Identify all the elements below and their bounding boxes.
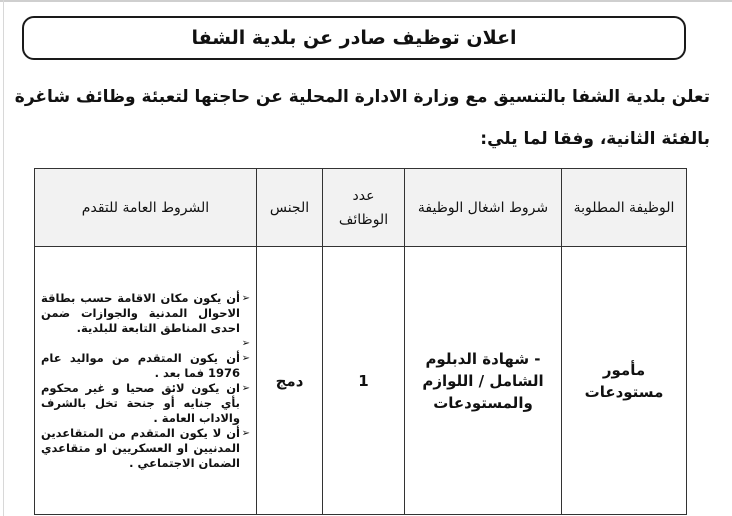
intro-line-1: تعلن بلدية الشفا بالتنسيق مع وزارة الادارة المحلية عن حاجتها لتعبئة وظائف شاغرة <box>14 87 710 107</box>
condition-item <box>41 426 250 471</box>
announcement-title <box>22 16 686 60</box>
page-edge-top <box>0 0 732 2</box>
table-header-row <box>35 169 687 247</box>
arrow-bullet-icon: ➢ <box>241 292 250 304</box>
job-requirements-cell: - شهادة الدبلوم الشامل / اللوازم والمستودعات <box>405 247 562 515</box>
arrow-bullet-icon: ➢ <box>241 427 250 439</box>
condition-item <box>41 351 250 381</box>
header-gender: الجنس <box>257 169 323 247</box>
condition-text: ان يكون لائق صحيا و غير محكوم بأي جنايه أو جنحة تخل بالشرف والاداب العامة . <box>41 380 240 425</box>
arrow-bullet-icon: ➢ <box>241 382 250 394</box>
condition-text: أن لا يكون المتقدم من المتقاعدين المدنيين او العسكريين او متقاعدي الضمان الاجتماعي . <box>41 425 240 470</box>
arrow-bullet-icon: ➢ <box>241 337 250 349</box>
header-job: الوظيفة المطلوبة <box>562 169 687 247</box>
condition-item <box>41 291 250 336</box>
header-count: عدد الوظائف <box>323 169 405 247</box>
condition-text: أن يكون المتقدم من مواليد عام 1976 فما بعد . <box>41 350 240 380</box>
conditions-list <box>41 291 250 471</box>
intro-line-2: بالفئة الثانية، وفقا لما يلي: <box>480 129 710 149</box>
job-gender-cell: دمج <box>257 247 323 515</box>
jobs-table <box>34 168 687 515</box>
general-conditions-cell <box>35 247 257 515</box>
arrow-bullet-icon: ➢ <box>241 352 250 364</box>
job-title-cell: مأمور مستودعات <box>562 247 687 515</box>
condition-item <box>41 336 250 351</box>
intro-paragraph <box>14 76 710 160</box>
condition-item <box>41 381 250 426</box>
table-row <box>35 247 687 515</box>
announcement-title-text: اعلان توظيف صادر عن بلدية الشفا <box>191 27 517 49</box>
page-edge-left <box>3 0 4 516</box>
header-requirements: شروط اشغال الوظيفة <box>405 169 562 247</box>
job-count-cell: 1 <box>323 247 405 515</box>
header-conditions: الشروط العامة للتقدم <box>35 169 257 247</box>
condition-text: أن يكون مكان الاقامة حسب بطاقة الاحوال المدنية والجوازات ضمن احدى المناطق التابعة للبلدية. <box>41 290 240 335</box>
